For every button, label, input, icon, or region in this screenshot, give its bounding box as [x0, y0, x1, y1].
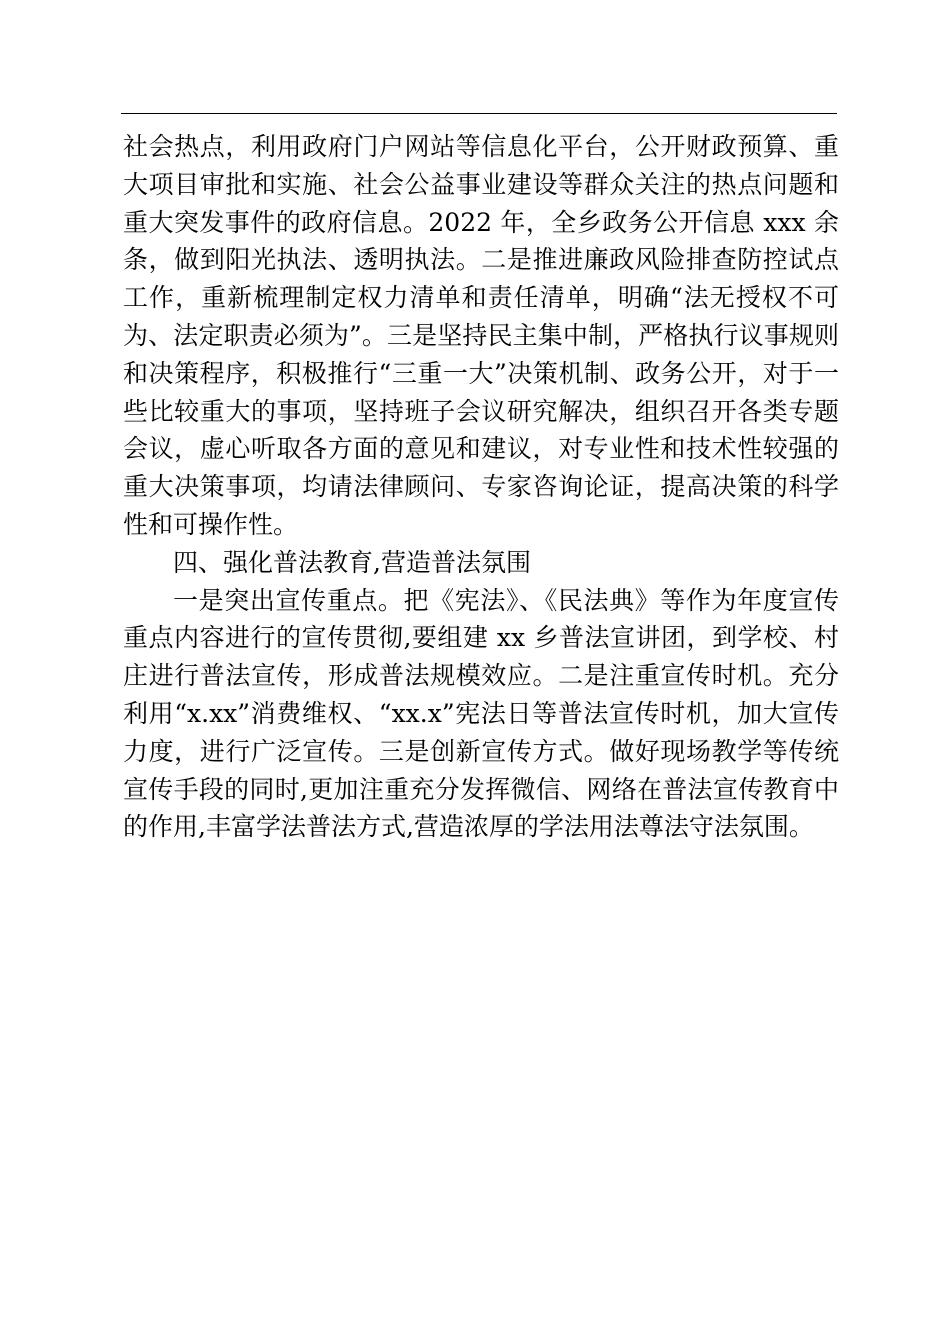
paragraph-publicity: 一是突出宣传重点。把《宪法》、《民法典》等作为年度宣传重点内容进行的宣传贯彻,要组建 xx 乡普法宣讲团，到学校、村庄进行普法宣传，形成普法规模效应。二是注重宣传时机。充分利用“x.xx”消费维权、“xx.x”宪法日等普法宣传时机，加大宣传力度，进行广泛宣传。三是创新宣传方式。做好现场教学等传统宣传手段的同时,更加注重充分发挥微信、网络在普法宣传教育中的作用,丰富学法普法方式,营造浓厚的学法用法尊法守法氛围。: [123, 585, 839, 842]
section-heading: 四、强化普法教育,营造普法氛围: [173, 547, 531, 577]
paragraph-continuation: 社会热点，利用政府门户网站等信息化平台，公开财政预算、重大项目审批和实施、社会公益事业建设等群众关注的热点问题和重大突发事件的政府信息。2022 年，全乡政务公开信息 xxx 余条，做到阳光执法、透明执法。二是推进廉政风险排查防控试点工作，重新梳理制定权力清单和责任清单，明确“法无授权不可为、法定职责必须为”。三是坚持民主集中制，严格执行议事规则和决策程序，积极推行“三重一大”决策机制、政务公开，对于一些比较重大的事项，坚持班子会议研究解决，组织召开各类专题会议，虚心听取各方面的意见和建议，对专业性和技术性较强的重大决策事项，均请法律顾问、专家咨询论证，提高决策的科学性和可操作性。: [123, 132, 839, 539]
header-rule: [121, 113, 837, 114]
body-text: [123, 128, 839, 846]
